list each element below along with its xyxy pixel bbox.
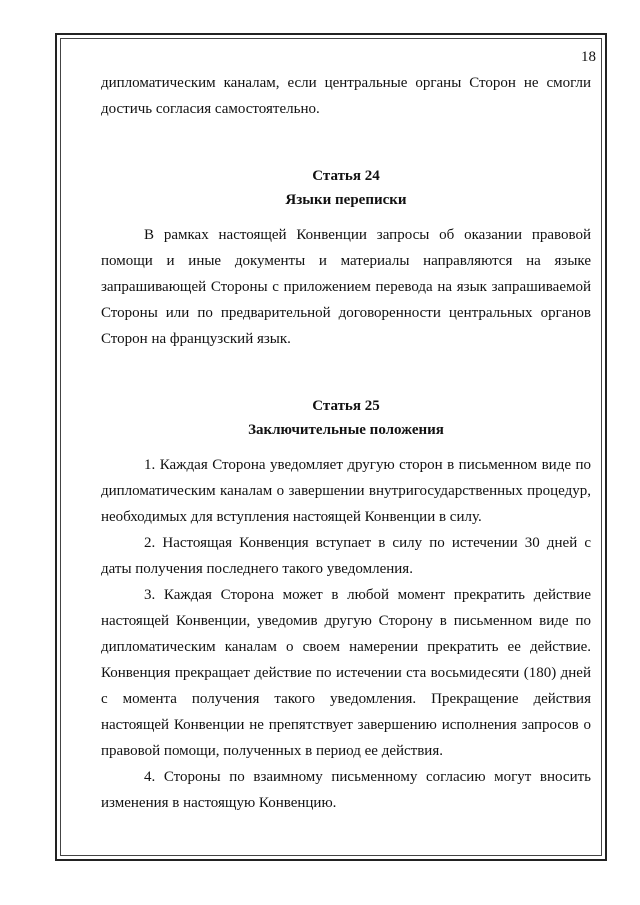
article-24-title: Языки переписки [285, 192, 407, 208]
page-number: 18 [581, 49, 596, 65]
spacer [101, 352, 591, 394]
continued-paragraph: дипломатическим каналам, если центральные органы Сторон не смогли достичь согласия самостоятельно. [101, 75, 591, 117]
article-25-item-4: 4. Стороны по взаимному письменному согласию могут вносить изменения в настоящую Конвенцию. [101, 769, 591, 811]
spacer [101, 122, 591, 164]
article-25-item-1: 1. Каждая Сторона уведомляет другую сторон в письменном виде по дипломатическим каналам о завершении внутригосударственных процедур, необходимых для вступления настоящей Конвенции в силу. [101, 457, 591, 525]
document-body [101, 70, 591, 816]
article-25-item-2: 2. Настоящая Конвенция вступает в силу по истечении 30 дней с даты получения последнего такого уведомления. [101, 535, 591, 577]
article-25-item-3: 3. Каждая Сторона может в любой момент прекратить действие настоящей Конвенции, уведомив другую Сторону в письменном виде по дипломатическим каналам о своем намерении прекратить ее действие. Конвенция прекращает действие по истечении ста восьмидесяти (180) дней с момента получения такого уведомления. Прекращение действия настоящей Конвенции не препятствует завершению исполнения запросов о правовой помощи, полученных в период ее действия. [101, 587, 591, 759]
article-24-number: Статья 24 [312, 168, 380, 184]
article-25-number: Статья 25 [312, 398, 380, 414]
article-24 [101, 164, 591, 352]
article-24-text: В рамках настоящей Конвенции запросы об оказании правовой помощи и иные документы и материалы направляются на языке запрашивающей Стороны с приложением перевода на язык запрашиваемой Стороны или по предварительной договоренности центральных органов Сторон на французский язык. [101, 227, 591, 347]
article-25-title: Заключительные положения [248, 422, 444, 438]
article-25 [101, 394, 591, 816]
